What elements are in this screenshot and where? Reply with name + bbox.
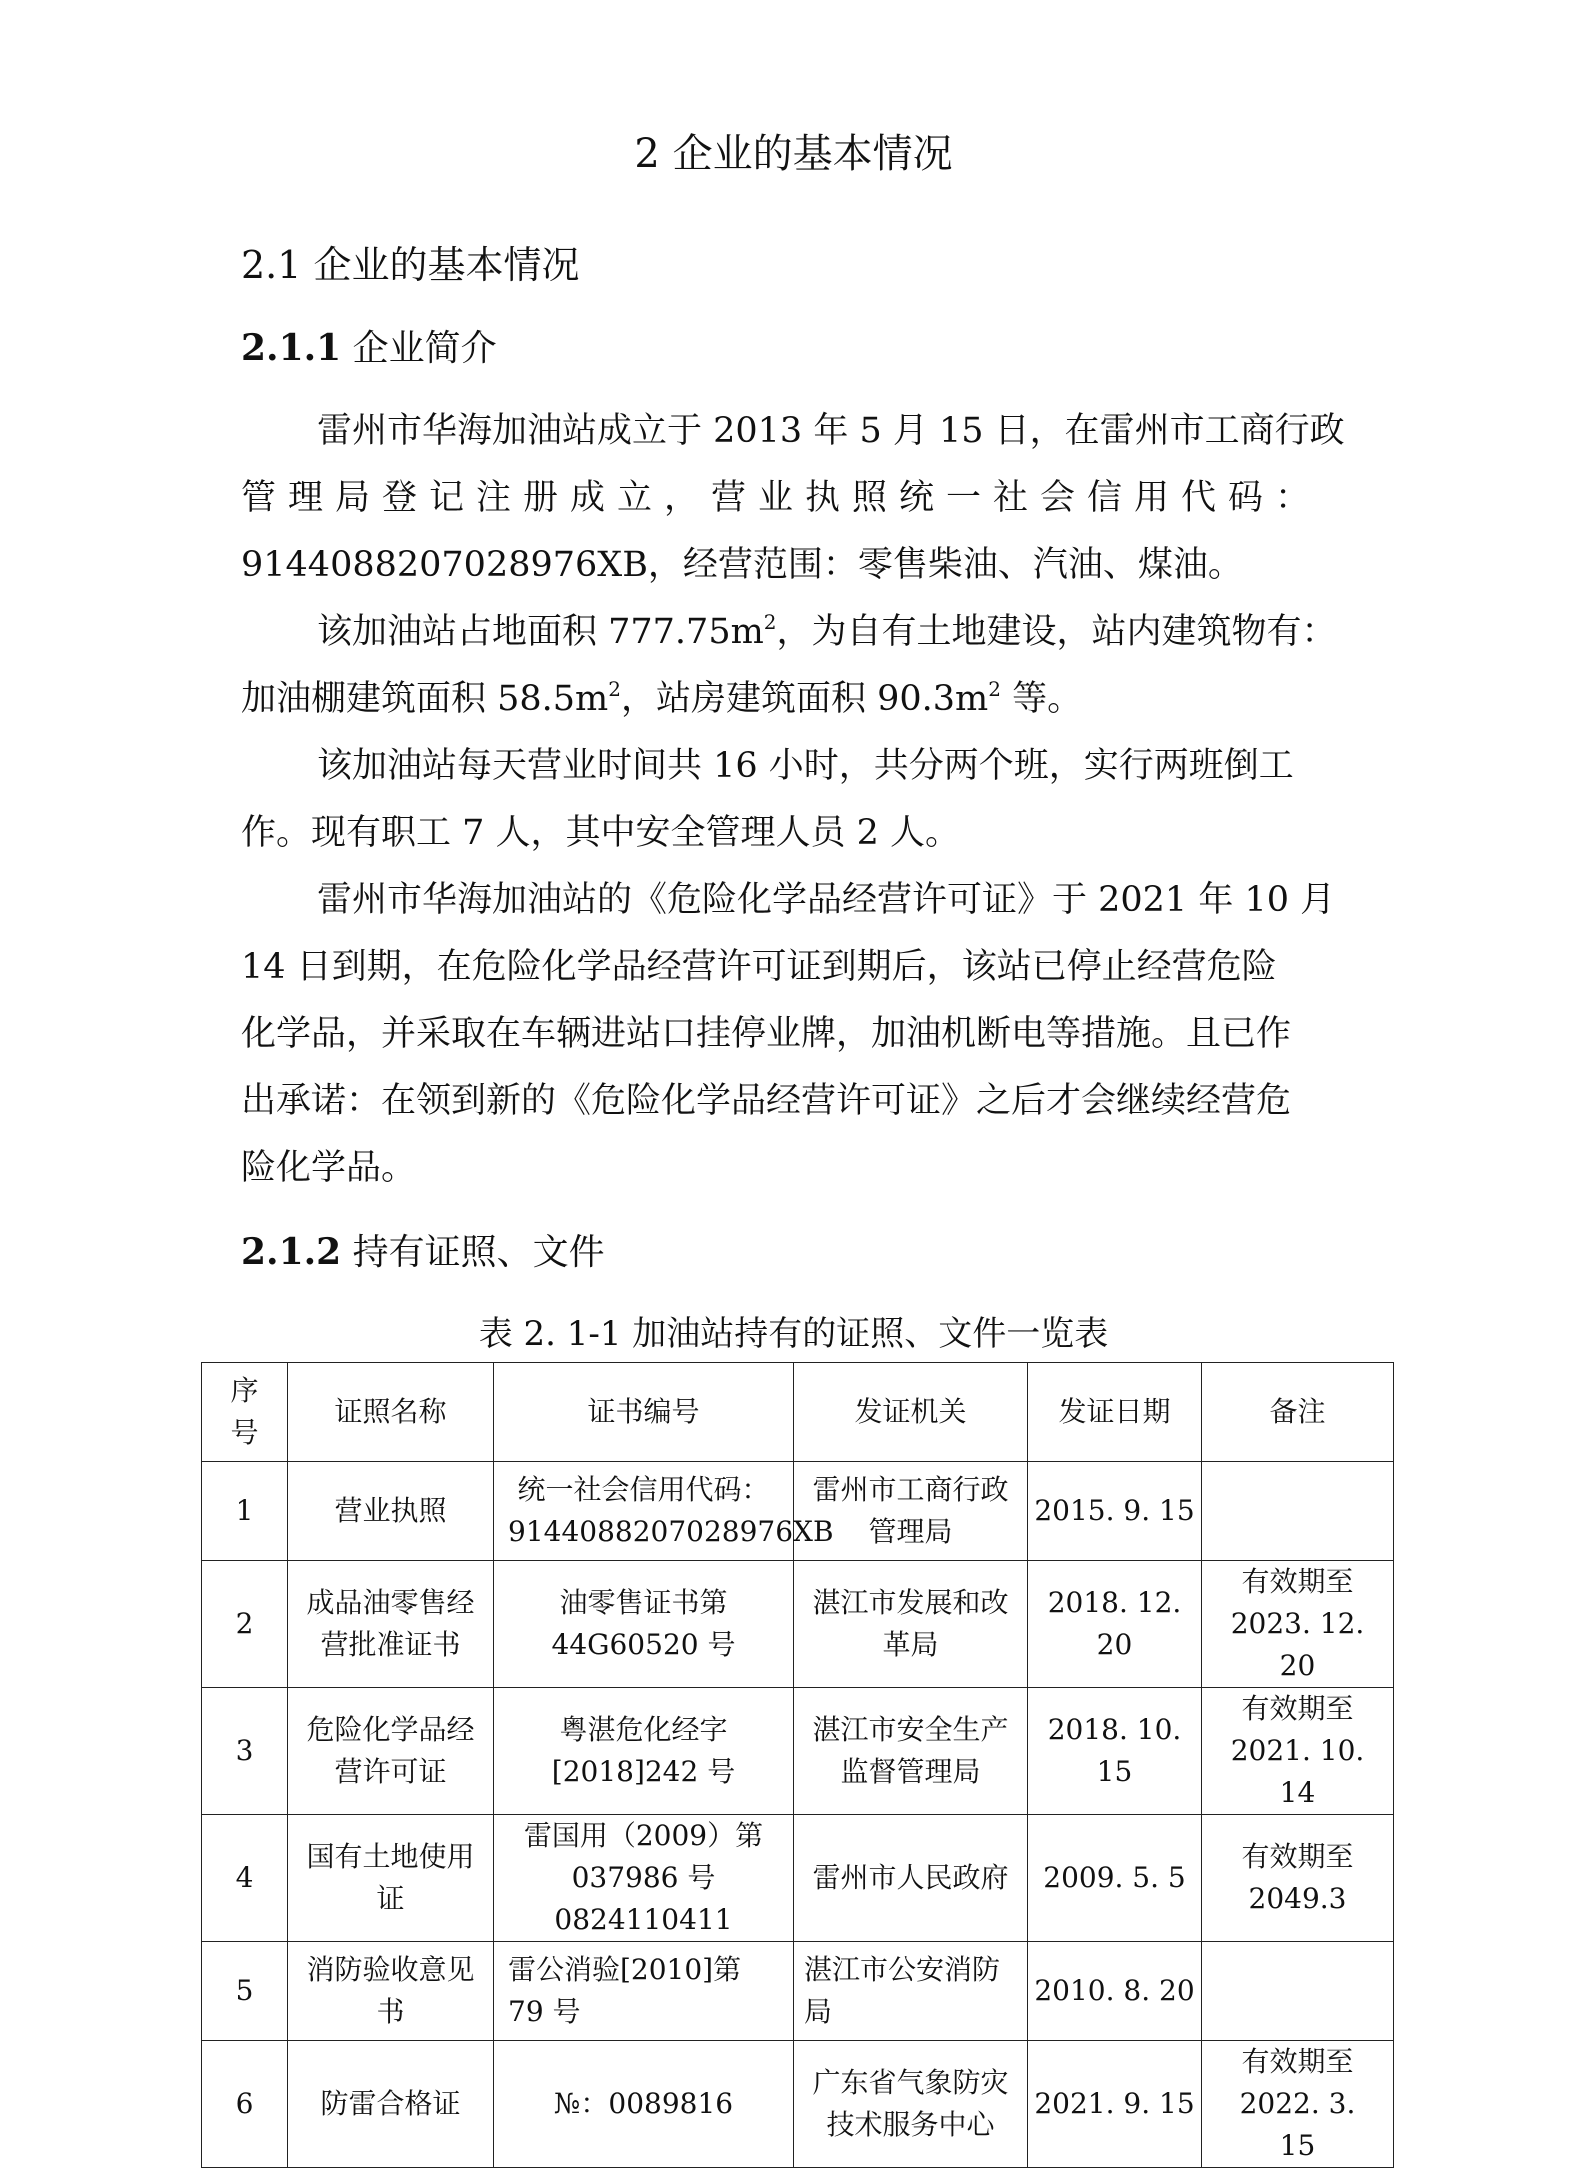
header-cell: 证照名称: [288, 1363, 494, 1462]
subsection-number: 2.1.1: [241, 327, 342, 369]
table-cell: 统一社会信用代码：9144088207028976XB: [494, 1462, 794, 1561]
table-cell: 2: [202, 1561, 288, 1688]
paragraph-establishment: [241, 398, 1351, 599]
text-line: 9144088207028976XB，经营范围：零售柴油、汽油、煤油。: [241, 545, 1243, 585]
certificates-table: [201, 1362, 1394, 2168]
header-cell: 证书编号: [494, 1363, 794, 1462]
table-cell: 有效期至 2023. 12. 20: [1202, 1561, 1394, 1688]
table-cell: 有效期至 2022. 3. 15: [1202, 2041, 1394, 2168]
text-line: 雷州市华海加油站成立于 2013 年 5 月 15 日，在雷州市工商行政: [317, 411, 1345, 451]
table-cell: 湛江市安全生产监督管理局: [794, 1688, 1028, 1815]
table-cell: 广东省气象防灾技术服务中心: [794, 2041, 1028, 2168]
table-cell: 消防验收意见书: [288, 1942, 494, 2041]
header-cell: 发证机关: [794, 1363, 1028, 1462]
subsection-label: 企业简介: [341, 328, 497, 369]
table-cell: 有效期至 2049.3: [1202, 1815, 1394, 1942]
paragraph-license: [241, 867, 1351, 1202]
superscript: 2: [763, 610, 777, 634]
text-line: 该加油站占地面积 $777.75m^2$，为自有土地建设，站内建筑物有：: [317, 610, 1337, 652]
subsection-title-intro: [241, 322, 497, 375]
table-cell: 雷州市人民政府: [794, 1815, 1028, 1942]
table-cell: №：0089816: [494, 2041, 794, 2168]
table-row: [202, 1815, 1394, 1942]
table-row: [202, 1688, 1394, 1815]
table-cell: 油零售证书第 44G60520 号: [494, 1561, 794, 1688]
subsection-number: 2.1.2: [241, 1231, 342, 1273]
table-cell: 湛江市发展和改革局: [794, 1561, 1028, 1688]
table-cell: 国有土地使用证: [288, 1815, 494, 1942]
table-cell: 5: [202, 1942, 288, 2041]
table-cell: 有效期至 2021. 10. 14: [1202, 1688, 1394, 1815]
chapter-title: 2 企业的基本情况: [634, 131, 953, 177]
table-cell: 湛江市公安消防局: [794, 1942, 1028, 2041]
table-cell: 4: [202, 1815, 288, 1942]
table-cell: 2010. 8. 20: [1028, 1942, 1202, 2041]
paragraph-hours: [241, 733, 1351, 867]
text-line: 14 日到期，在危险化学品经营许可证到期后，该站已停止经营危险: [241, 947, 1277, 987]
table-cell: [1202, 1942, 1394, 2041]
table-cell: [1202, 1462, 1394, 1561]
superscript: 2: [988, 677, 1001, 701]
header-cell: 序号: [202, 1363, 288, 1462]
header-cell: 发证日期: [1028, 1363, 1202, 1462]
table-row: [202, 1942, 1394, 2041]
table-cell: 危险化学品经营许可证: [288, 1688, 494, 1815]
table-cell: 营业执照: [288, 1462, 494, 1561]
text-line: 化学品，并采取在车辆进站口挂停业牌，加油机断电等措施。且已作: [241, 1014, 1292, 1054]
header-cell: 备注: [1202, 1363, 1394, 1462]
table-row: [202, 1561, 1394, 1688]
table-row: [202, 1462, 1394, 1561]
table-cell: 2018. 12. 20: [1028, 1561, 1202, 1688]
subsection-title-certificates: [241, 1226, 605, 1279]
table-cell: 雷国用（2009）第 037986 号 0824110411: [494, 1815, 794, 1942]
subsection-label: 持有证照、文件: [341, 1232, 605, 1273]
paragraph-area: [241, 599, 1351, 733]
text-line: 作。现有职工 7 人，其中安全管理人员 2 人。: [241, 813, 961, 853]
text-line: 出承诺：在领到新的《危险化学品经营许可证》之后才会继续经营危: [241, 1081, 1292, 1121]
text-line: 管理局登记注册成立，营业执照统一社会信用代码：: [241, 478, 1323, 518]
table-cell: 粤湛危化经字 [2018]242 号: [494, 1688, 794, 1815]
table-cell: 2018. 10. 15: [1028, 1688, 1202, 1815]
table-cell: 2009. 5. 5: [1028, 1815, 1202, 1942]
table-cell: 2021. 9. 15: [1028, 2041, 1202, 2168]
text-line: 险化学品。: [241, 1148, 417, 1188]
table-cell: 6: [202, 2041, 288, 2168]
section-title: 2.1 企业的基本情况: [241, 243, 580, 287]
table-cell: 雷公消验[2010]第 79 号: [494, 1942, 794, 2041]
text-line: 该加油站每天营业时间共 16 小时，共分两个班，实行两班倒工: [317, 746, 1294, 786]
table-caption: 表 2. 1-1 加油站持有的证照、文件一览表: [478, 1314, 1109, 1354]
text-line: 雷州市华海加油站的《危险化学品经营许可证》于 2021 年 10 月: [317, 880, 1336, 920]
table-cell: 3: [202, 1688, 288, 1815]
table-header-row: [202, 1363, 1394, 1462]
table-cell: 防雷合格证: [288, 2041, 494, 2168]
table-cell: 成品油零售经营批准证书: [288, 1561, 494, 1688]
table-row: [202, 2041, 1394, 2168]
superscript: 2: [608, 677, 621, 701]
table-cell: 1: [202, 1462, 288, 1561]
text-line: 加油棚建筑面积 $58.5m^2$，站房建筑面积 $90.3m^2$ 等。: [241, 677, 1083, 719]
table-cell: 雷州市工商行政管理局: [794, 1462, 1028, 1561]
table-cell: 2015. 9. 15: [1028, 1462, 1202, 1561]
